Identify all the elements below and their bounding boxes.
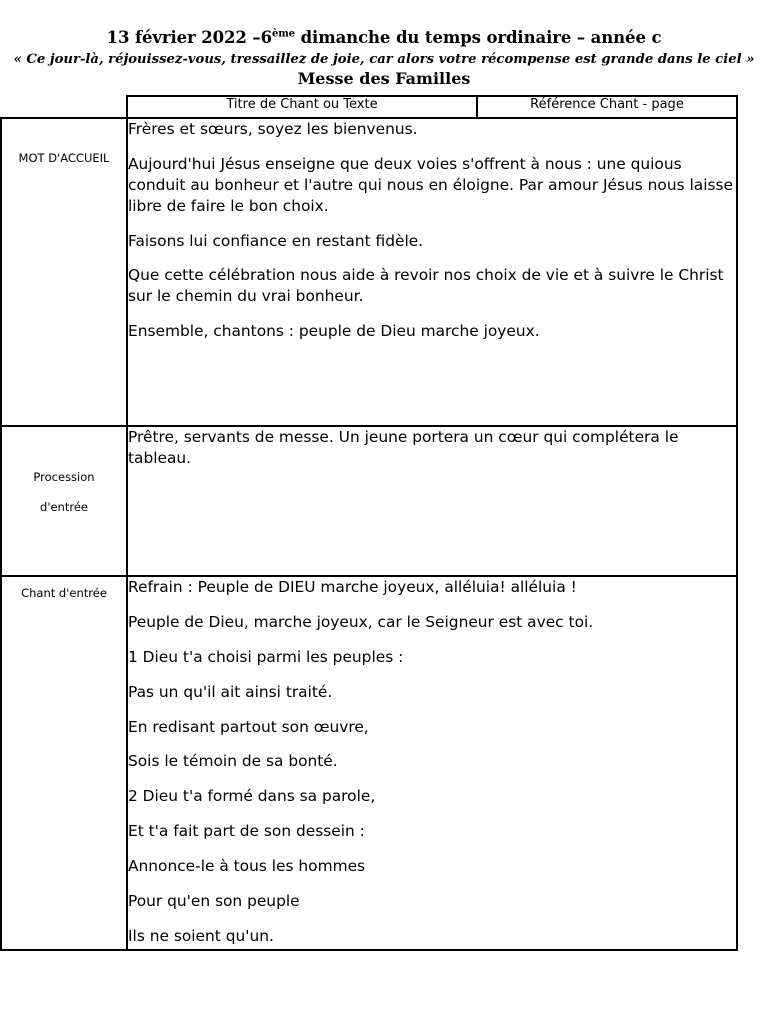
row-label-chant-entree — [1, 576, 127, 950]
page-title — [0, 28, 768, 49]
paragraph: Faisons lui confiance en restant fidèle. — [128, 231, 424, 250]
paragraph: Refrain : Peuple de DIEU marche joyeux, alléluia! alléluia ! — [128, 577, 577, 596]
paragraph: Prêtre, servants de messe. Un jeune portera un cœur qui complétera le tableau. — [128, 427, 679, 467]
paragraph: Ensemble, chantons : peuple de Dieu marche joyeux. — [128, 322, 540, 341]
table-row — [1, 118, 737, 426]
page-title-ordinal-sup: ème — [271, 28, 295, 40]
row-label-line: d'entrée — [40, 499, 88, 514]
row-label-line: Procession — [33, 469, 95, 484]
row-content-mot-accueil — [127, 118, 737, 426]
page-subtitle: « Ce jour-là, réjouissez-vous, tressaillez de joie, car alors votre récompense est grande dans le ciel » — [13, 51, 755, 67]
page-title-prefix: 13 février 2022 –6 — [106, 28, 272, 47]
row-label-mot-accueil — [1, 118, 127, 426]
row-content-chant-entree — [127, 576, 737, 950]
table-row — [1, 576, 737, 950]
row-label-text-wrap — [2, 427, 126, 531]
paragraph: Peuple de Dieu, marche joyeux, car le Seigneur est avec toi. — [128, 612, 594, 631]
header-cell-reference: Référence Chant - page — [477, 96, 737, 118]
table-header-row — [1, 96, 737, 118]
paragraph: Pas un qu'il ait ainsi traité. — [128, 682, 333, 701]
row-label-procession-entree — [1, 426, 127, 576]
row-label-line: Chant d'entrée — [21, 585, 107, 600]
header-spacer-cell — [1, 96, 127, 118]
paragraph: Frères et sœurs, soyez les bienvenus. — [128, 119, 418, 138]
row-label-text-wrap — [2, 119, 126, 173]
paragraph: 2 Dieu t'a formé dans sa parole, — [128, 787, 376, 806]
row-label-text-wrap — [2, 577, 126, 608]
header-cell-title: Titre de Chant ou Texte — [127, 96, 477, 118]
paragraph: Et t'a fait part de son dessein : — [128, 822, 365, 841]
paragraph: Sois le témoin de sa bonté. — [128, 752, 338, 771]
paragraph: Annonce-le à tous les hommes — [128, 857, 366, 876]
paragraph: Ils ne soient qu'un. — [128, 927, 274, 946]
liturgy-table — [0, 95, 738, 951]
paragraph: Que cette célébration nous aide à revoir nos choix de vie et à suivre le Christ sur le chemin du vrai bonheur. — [128, 266, 724, 306]
page-title-suffix: dimanche du temps ordinaire – année c — [294, 28, 662, 47]
row-label-line: MOT D'ACCUEIL — [18, 150, 110, 165]
mass-title: Messe des Familles — [297, 68, 471, 88]
paragraph: 1 Dieu t'a choisi parmi les peuples : — [128, 647, 404, 666]
paragraph: Aujourd'hui Jésus enseigne que deux voies s'offrent à nous : une quious conduit au bonheur et l'autre qui nous en éloigne. Par amour Jésus nous laisse libre de faire le bon choix. — [128, 154, 733, 215]
table-row — [1, 426, 737, 576]
row-content-procession-entree — [127, 426, 737, 576]
paragraph: Pour qu'en son peuple — [128, 892, 300, 911]
document-heading — [0, 0, 768, 89]
paragraph: En redisant partout son œuvre, — [128, 717, 369, 736]
